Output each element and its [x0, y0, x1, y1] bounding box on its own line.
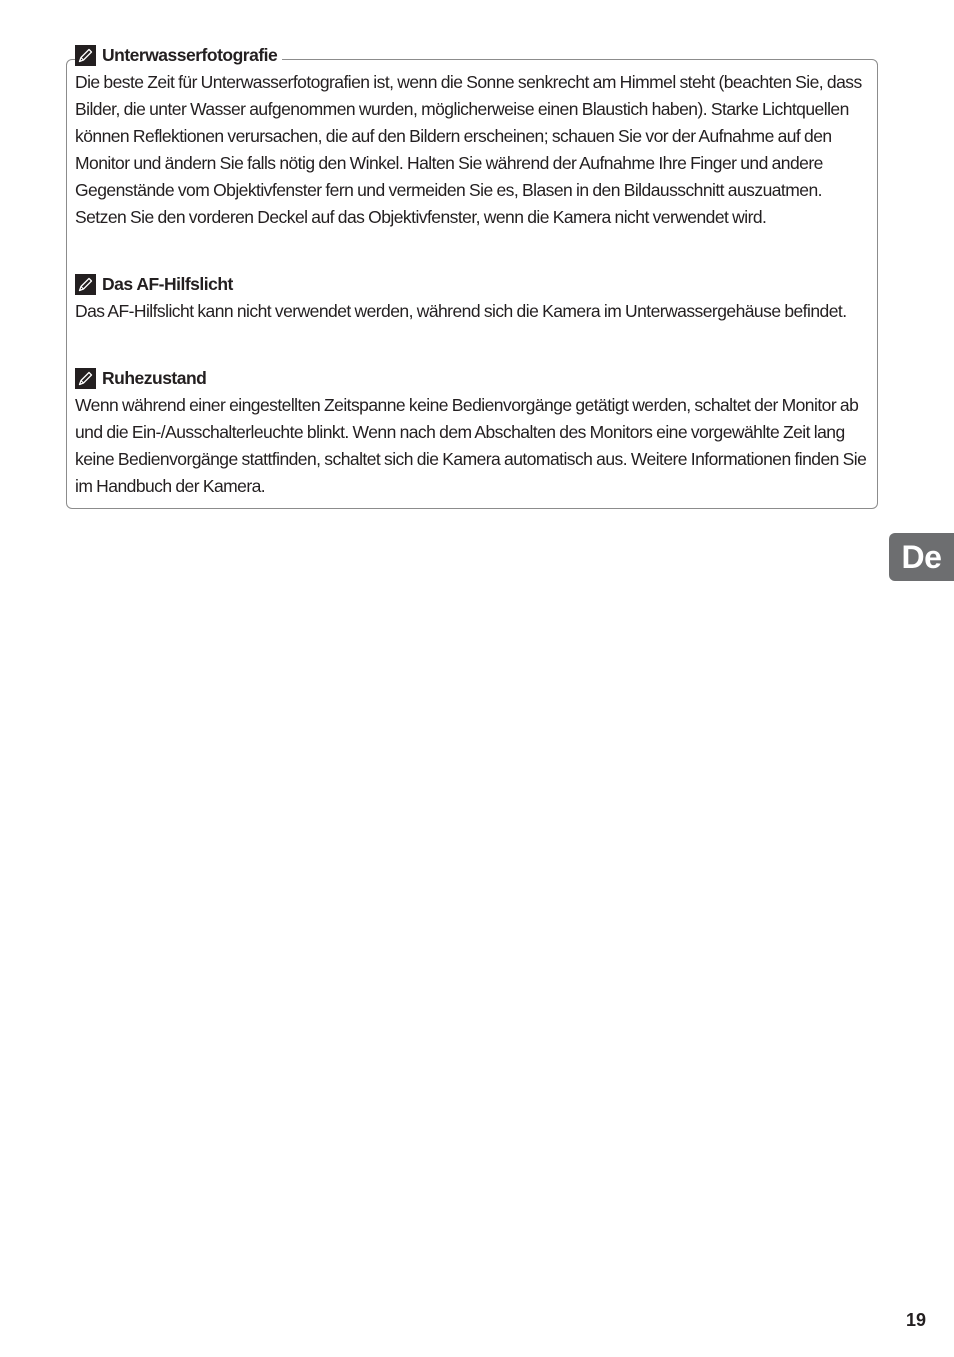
- pencil-note-icon: [75, 368, 96, 389]
- note-body: Die beste Zeit für Unterwasserfotografien ist, wenn die Sonne senkrecht am Himmel steht (beachten Sie, dass Bilder, die unter Wasser aufgenommen wurden, möglicherweise einen Blaustich haben). Starke Lichtquellen können Reflektionen verursachen, die auf den Bildern erscheinen; schauen Sie vor der Aufnahme auf den Monitor und ändern Sie falls nötig den Winkel. Halten Sie während der Aufnahme Ihre Finger und andere Gegenstände vom Objektivfenster fern und vermeiden Sie es, Blasen in den Bildausschnitt auszuatmen. Setzen Sie den vorderen Deckel auf das Objektivfenster, wenn die Kamera nicht verwendet wird.: [75, 72, 862, 227]
- note-section-standby: [75, 366, 875, 500]
- note-title: Das AF-Hilfslicht: [102, 273, 233, 294]
- note-title: Unterwasserfotografie: [102, 44, 278, 65]
- note-heading: [75, 272, 238, 296]
- note-heading: [75, 43, 282, 67]
- note-heading: [75, 366, 211, 390]
- note-body: Das AF-Hilfslicht kann nicht verwendet werden, während sich die Kamera im Unterwassergehäuse befindet.: [75, 301, 847, 321]
- note-section-underwater: [75, 43, 875, 231]
- language-tab: De: [889, 533, 954, 581]
- page-number: 19: [905, 1310, 926, 1330]
- note-title: Ruhezustand: [102, 367, 207, 388]
- note-body: Wenn während einer eingestellten Zeitspanne keine Bedienvorgänge getätigt werden, schaltet der Monitor ab und die Ein-/Ausschalterleuchte blinkt. Wenn nach dem Abschalten des Monitors eine vorgewählte Zeit lang keine Bedienvorgänge stattfinden, schaltet sich die Kamera automatisch aus. Weitere Informationen finden Sie im Handbuch der Kamera.: [75, 395, 867, 496]
- note-section-af-assist: [75, 272, 875, 325]
- pencil-note-icon: [75, 45, 96, 66]
- pencil-note-icon: [75, 274, 96, 295]
